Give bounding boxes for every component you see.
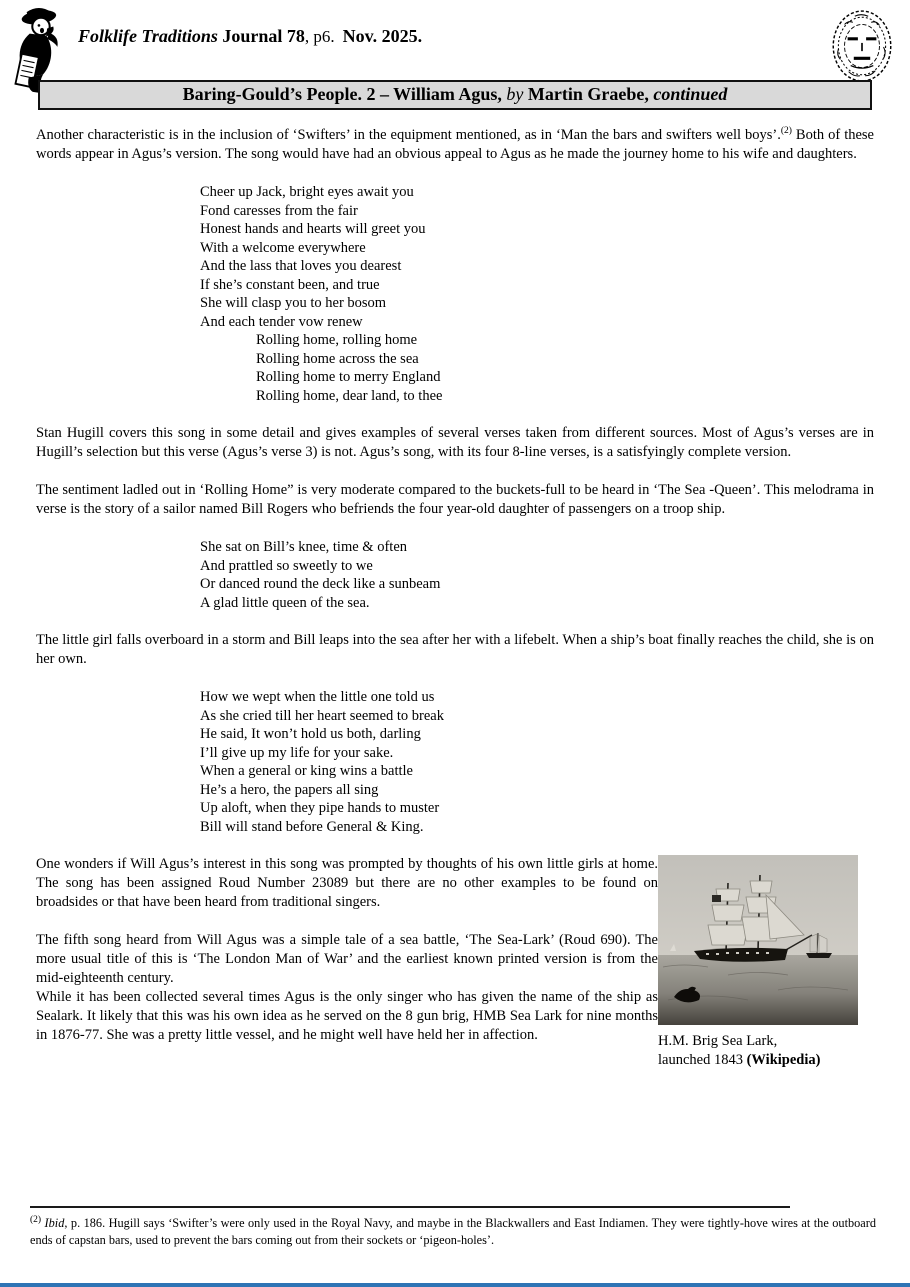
text-and-figure-section bbox=[36, 855, 874, 1070]
verse-line: She will clasp you to her bosom bbox=[200, 295, 387, 311]
verse-line: Up aloft, when they pipe hands to muster bbox=[200, 800, 440, 816]
footnote-block bbox=[30, 1206, 876, 1248]
article-body bbox=[36, 126, 874, 1070]
footnote-marker-2: (2) bbox=[780, 126, 792, 137]
page-ref: , p6. bbox=[304, 27, 335, 46]
journal-title: Folklife Traditions bbox=[78, 26, 218, 46]
page-header bbox=[0, 0, 910, 78]
footnote-body: , p. 186. Hugill says ‘Swifter’s were only used in the Royal Navy, and maybe in the Blackwallers and East Indiamen. They were tightly-hove wires at the outboard ends of capstan bars, used to prevent the bars coming out from their sockets or ‘pigeon-holes’. bbox=[30, 1216, 876, 1247]
footnote-separator bbox=[30, 1206, 790, 1208]
ship-painting bbox=[658, 855, 858, 1025]
paragraph-overboard: The little girl falls overboard in a storm and Bill leaps into the sea after her with a lifebelt. When a ship’s boat finally reaches the child, she is on her own. bbox=[36, 632, 874, 667]
verse-line: Honest hands and hearts will greet you bbox=[200, 221, 426, 237]
verse-line: With a welcome everywhere bbox=[200, 239, 366, 256]
paragraph-text: The fifth song heard from Will Agus was a simple tale of a sea battle, ‘The Sea-Lark’ (Roud 690). The more usual title of this is ‘The London Man of War’ and the earliest known printed version is from the mid-eighteenth century. bbox=[36, 932, 658, 986]
paragraph-swifters bbox=[36, 126, 874, 164]
verse-line: I’ll give up my life for your sake. bbox=[200, 744, 394, 761]
verse-line: How we wept when the little one told us bbox=[200, 689, 435, 705]
refrain-line: Rolling home across the sea bbox=[256, 350, 419, 367]
caption-line: H.M. Brig Sea Lark, bbox=[658, 1033, 778, 1049]
verse-sea-queen-1 bbox=[200, 538, 874, 612]
paragraph-sentiment: The sentiment ladled out in ‘Rolling Home” is very moderate compared to the buckets-full to be heard in ‘The Sea -Queen’. This melodrama in verse is the story of a sailor named Bill Rogers who befriends the four year-old daughter of passengers on a troop ship. bbox=[36, 482, 874, 517]
byline-by: by bbox=[506, 84, 524, 104]
paragraph-sea-lark bbox=[36, 931, 658, 1045]
verse-line: Cheer up Jack, bright eyes await you bbox=[200, 184, 414, 200]
verse-line: Or danced round the deck like a sunbeam bbox=[200, 576, 441, 592]
ship-figure bbox=[658, 855, 862, 1070]
verse-line: And each tender vow renew bbox=[200, 313, 363, 330]
verse-line: And the lass that loves you dearest bbox=[200, 258, 402, 274]
paragraph-hugill: Stan Hugill covers this song in some detail and gives examples of several verses taken from different sources. Most of Agus’s verses are in Hugill’s selection but this verse (Agus’s verse 3) is not. Agus’s song, with its four 8-line verses, is a satisfyingly complete version. bbox=[36, 425, 874, 460]
verse-sea-queen-2 bbox=[200, 688, 874, 836]
caption-source: (Wikipedia) bbox=[746, 1052, 821, 1068]
paragraph-text: Both of these words appear in Agus’s version. The song would have had an obvious appeal to Agus as he made the journey home to his wife and daughters. bbox=[36, 127, 874, 162]
article-title-bar bbox=[38, 80, 872, 110]
verse-line: He said, It won’t hold us both, darling bbox=[200, 726, 421, 742]
verse-line: A glad little queen of the sea. bbox=[200, 594, 370, 611]
verse-line: He’s a hero, the papers all sing bbox=[200, 781, 379, 798]
verse-line: If she’s constant been, and true bbox=[200, 276, 380, 293]
footnote-number: (2) bbox=[30, 1214, 42, 1225]
continued-label: continued bbox=[653, 84, 728, 104]
verse-line: Fond caresses from the fair bbox=[200, 202, 358, 219]
masthead bbox=[78, 26, 422, 47]
article-title: Baring-Gould’s People. 2 – William Agus, bbox=[182, 84, 507, 104]
verse-rolling-home bbox=[200, 183, 874, 405]
paragraph-text: Another characteristic is in the inclusion of ‘Swifters’ in the equipment mentioned, as in ‘Man the bars and swifters well boys’. bbox=[36, 127, 781, 143]
figure-caption bbox=[658, 1032, 862, 1070]
refrain-line: Rolling home to merry England bbox=[256, 369, 441, 385]
footnote-ibid: Ibid bbox=[41, 1216, 65, 1230]
paragraph-roud: One wonders if Will Agus’s interest in this song was prompted by thoughts of his own little girls at home. The song has been assigned Roud Number 23089 but there are no other examples to be found on broadsides or that have been heard from traditional singers. bbox=[36, 856, 658, 910]
verse-line: As she cried till her heart seemed to break bbox=[200, 707, 444, 724]
verse-line: Bill will stand before General & King. bbox=[200, 818, 424, 835]
paragraph-text: While it has been collected several times Agus is the only singer who has given the name of the ship as Sealark. It likely that this was his own idea as he served on the 8 gun brig, HMB Sea Lark for nine months in 1876-77. She was a pretty little vessel, and he might well have held her in affection. bbox=[36, 989, 658, 1043]
refrain-line: Rolling home, dear land, to thee bbox=[256, 387, 443, 404]
left-text-column bbox=[36, 855, 658, 1070]
green-man-stamp-icon bbox=[830, 8, 894, 84]
refrain-line: Rolling home, rolling home bbox=[256, 332, 418, 348]
verse-line: And prattled so sweetly to we bbox=[200, 557, 373, 574]
bottom-accent-bar bbox=[0, 1283, 910, 1287]
author-name: Martin Graebe, bbox=[523, 84, 654, 104]
caption-line: launched 1843 bbox=[658, 1052, 747, 1068]
verse-line: When a general or king wins a battle bbox=[200, 763, 413, 779]
journal-number: Journal 78 bbox=[217, 26, 305, 46]
verse-line: She sat on Bill’s knee, time & often bbox=[200, 539, 408, 555]
footnote-text bbox=[30, 1215, 876, 1248]
issue-date: Nov. 2025. bbox=[342, 26, 423, 46]
